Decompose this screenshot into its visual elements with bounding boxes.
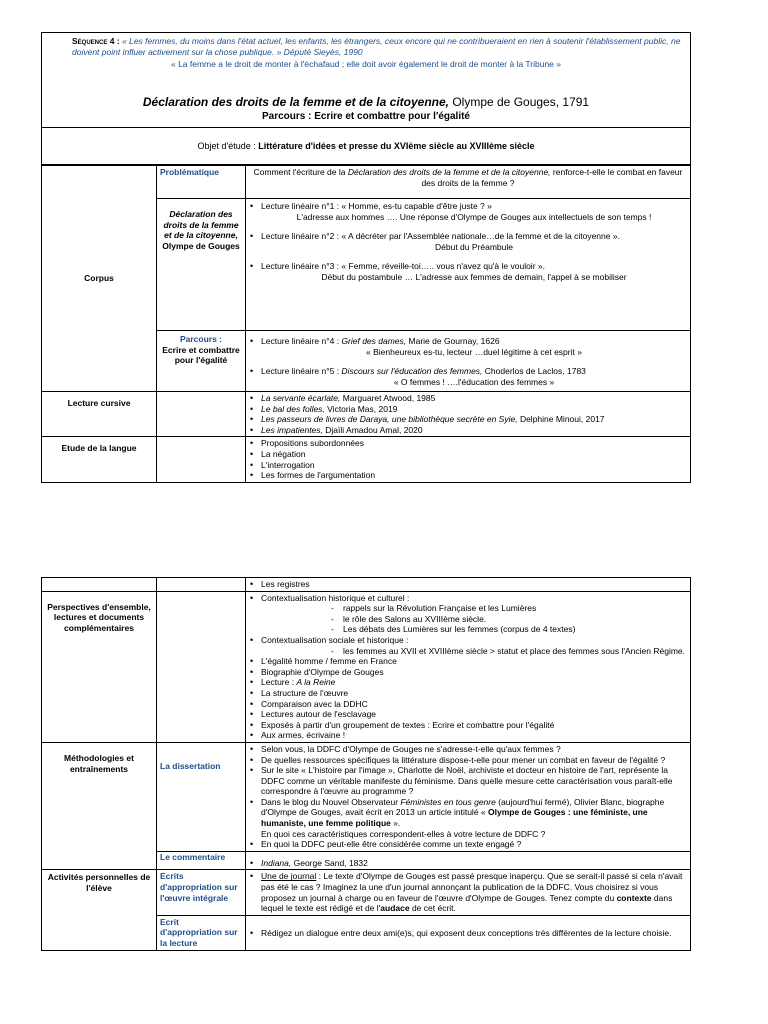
title-rest: Olympe de Gouges, 1791: [449, 95, 590, 109]
perspective-lecture-label: Lecture :: [261, 677, 297, 688]
perspectives-table: [41, 577, 691, 951]
langue-empty: [157, 437, 246, 482]
langue-item: • Propositions subordonnées: [261, 438, 687, 449]
row-cursive: [42, 392, 691, 437]
cursive-item-3-title: Les passeurs de livres de Daraya, une bibliothèque secrète en Syie,: [261, 414, 518, 425]
cursive-list: [246, 392, 691, 437]
lecture-5: [261, 366, 687, 387]
perspective-item: • Comparaison avec la DDHC: [261, 699, 687, 710]
cursive-item-4-title: Les impatientes,: [261, 424, 323, 435]
sequence-header: Séquence 4 : « Les femmes, du moins dans l'état actuel, les enfants, les étrangers, ceux encore qui ne contribueraient en rien à soutenir l'établissement public, ne doivent point influer activement sur la chose publique. » Député Sieyès, 1990 « La femme a le droit de monter à l'échafaud ; elle doit avoir également le droit de monter à la Tribune » Déclaration des droits de la femme et de la citoyenne, Olympe de Gouges, 1791 Parcours : Ecrire et combattre pour l'égalité: [41, 32, 691, 128]
perspective-item: • Biographie d'Olympe de Gouges: [261, 667, 687, 678]
lecture-4-italic: Grief des dames,: [341, 336, 407, 346]
lecture-4-post: Marie de Gournay, 1626: [406, 336, 500, 346]
lecture-2: [261, 231, 687, 252]
perspectives-empty: [157, 591, 246, 742]
ecrits-item: [261, 871, 687, 913]
objet-etude: [41, 128, 691, 165]
diss-item: • Selon vous, la DDFC d'Olympe de Gouges ne s'adresse-t-elle qu'aux femmes ?: [261, 744, 687, 755]
ecrits-bold-2: audace: [380, 903, 410, 914]
perspective-item: • Exposés à partir d'un groupement de textes : Ecrire et combattre pour l'égalité: [261, 720, 687, 731]
oeuvre-label: Déclaration des droits de la femme et de la citoyenne,: [163, 209, 239, 241]
lecture-4: [261, 336, 687, 357]
diss-item: • Sur le site « L'histoire par l'image », Charlotte de Noël, archiviste et docteur en histoire de l'art, représente la DDFC comme un véritable manifeste du féminisme. Dans quelle mesure cette caractérisation vous paraît-elle correspondre à l'œuvre au programme ?: [261, 765, 687, 797]
perspective-lecture: [261, 677, 687, 688]
lectures-cell: [246, 199, 691, 331]
problematique-text: [246, 166, 691, 199]
ecrits-body: : Le texte d'Olympe de Gouges est passé presque inaperçu. Que se serait-il passé si cela n'avait pas été le cas ? Imaginez la une d'un journal annonçant la publication de la DDFC. Vous choisirez si vous proposez un journal à charge ou en faveur de l'œuvre d'Olympe de Gouges. Tenez compte du: [261, 871, 683, 903]
problematique-italic: Déclaration des droits de la femme et de la citoyenne,: [347, 167, 551, 177]
cursive-item-1-title: La servante écarlate,: [261, 393, 341, 403]
diss4-post: ».: [390, 818, 401, 829]
cursive-item-1-rest: Marguaret Atwood, 1985: [340, 393, 436, 403]
sequence-label: Séquence 4: [72, 36, 115, 46]
problematique-post: renforce-t-elle le combat en faveur des droits de la femme ?: [421, 167, 683, 188]
oeuvre-cell: [157, 199, 246, 331]
lecture-1-line2: L'adresse aux hommes …. Une réponse d'Olympe de Gouges aux intellectuels de son temps !: [296, 211, 652, 222]
ctx-soc: [261, 635, 687, 656]
title-italic: Déclaration des droits de la femme et de la citoyenne,: [142, 95, 449, 109]
methodo-label: Méthodologies et entraînements: [42, 742, 157, 870]
cursive-item-2-title: Le bal des folles,: [261, 403, 325, 414]
commentaire-title: Indiana,: [261, 857, 292, 868]
corpus-label: Corpus: [42, 166, 157, 392]
cursive-item: [261, 425, 687, 436]
perspective-item: • Lectures autour de l'esclavage: [261, 709, 687, 720]
diss4-line2: En quoi ces caractéristiques correspondent-elles à votre lecture de DDFC ?: [261, 828, 546, 839]
registres-empty-2: [157, 578, 246, 592]
cursive-item-2-rest: Victoria Mas, 2019: [324, 403, 398, 414]
row-activites: [42, 870, 691, 915]
ctx-hist-item: - Les débats des Lumières sur les femmes (corpus de 4 textes): [261, 624, 687, 635]
parcours-label: Parcours :: [179, 334, 223, 344]
lecture-3-line2: Début du postambule … L'adresse aux femmes de demain, l'appel à se mobiliser: [321, 271, 627, 282]
parcours-subtitle: Parcours : Ecrire et combattre pour l'égalité: [262, 111, 470, 122]
ctx-hist-item: - rappels sur la Révolution Française et les Lumières: [261, 603, 687, 614]
lecture-3-line1: Lecture linéaire n°3 : « Femme, réveille-toi….. vous n'avez qu'à le vouloir ».: [261, 261, 545, 272]
row-registres: [42, 578, 691, 592]
diss4-mid: (aujourd'hui fermé), Olivier Blanc, biographe d'Olympe de Gouges, avait écrit en 2013 un article intitulé «: [261, 796, 665, 818]
dissertation-label: La dissertation: [157, 742, 246, 851]
perspective-item: • L'égalité homme / femme en France: [261, 656, 687, 667]
quote-sieyes: « Les femmes, du moins dans l'état actuel, les enfants, les étrangers, ceux encore qui ne contribueraient en rien à soutenir l'établissement public, ne doivent point influer activement sur la chose publique. » Député Sieyès, 1990: [72, 36, 681, 57]
ecrits-end: de cet écrit.: [409, 903, 456, 914]
objet-label: Objet d'étude :: [197, 141, 259, 151]
lecture-5-pre: Lecture linéaire n°5 :: [261, 366, 342, 377]
commentaire-item: [261, 858, 687, 869]
perspective-item: • Aux armes, écrivaine !: [261, 730, 687, 741]
page-2: [41, 577, 691, 951]
cursive-item: [261, 393, 687, 404]
diss-item: • En quoi la DDFC peut-elle être considérée comme un texte engagé ?: [261, 839, 687, 850]
langue-item: • La négation: [261, 449, 687, 460]
ctx-soc-label: Contextualisation sociale et historique :: [261, 634, 409, 645]
objet-value: Littérature d'idées et presse du XVIème siècle au XVIIIème siècle: [258, 141, 535, 151]
parcours-title: Ecrire et combattre pour l'égalité: [162, 344, 240, 366]
lecture-5-italic: Discours sur l'éducation des femmes,: [341, 366, 483, 377]
diss4-bold: Olympe de Gouges : une féministe, une humaniste, une femme politique: [261, 807, 648, 829]
registres-empty-1: [42, 578, 157, 592]
commentaire-rest: George Sand, 1832: [291, 857, 368, 868]
cursive-item: [261, 414, 687, 425]
lecture-4-line2: « Bienheureux es-tu, lecteur …duel légitime à cet esprit »: [366, 346, 582, 357]
ctx-hist-item: - le rôle des Salons au XVIIIème siècle.: [261, 614, 687, 625]
registres-cell: [246, 578, 691, 592]
diss-item: • De quelles ressources spécifiques la littérature dispose-t-elle pour mener un combat en faveur de l'égalité ?: [261, 755, 687, 766]
ecrit2-label: Ecrit d'appropriation sur la lecture: [157, 915, 246, 950]
lecture-2-line1: Lecture linéaire n°2 : « A décréter par l'Assemblée nationale…de la femme et de la citoyenne ».: [261, 231, 620, 242]
dissertation-list: [246, 742, 691, 851]
activites-label: Activités personnelles de l'élève: [42, 870, 157, 950]
perspectives-list: [246, 591, 691, 742]
ecrits-bold-1: contexte: [616, 892, 652, 903]
row-methodo: [42, 742, 691, 851]
cursive-label: Lecture cursive: [42, 392, 157, 437]
row-langue: [42, 437, 691, 482]
lecture-5-post: Choderlos de Laclos, 1783: [482, 366, 586, 377]
registres-item: • Les registres: [261, 579, 687, 590]
perspectives-label: Perspectives d'ensemble, lectures et documents complémentaires: [42, 591, 157, 742]
cursive-item-3-rest: Delphine Minoui, 2017: [517, 414, 605, 425]
commentaire-list: [246, 851, 691, 870]
langue-label: Etude de la langue: [42, 437, 157, 482]
ctx-hist: [261, 593, 687, 635]
parcours-cell: [157, 331, 246, 392]
ctx-soc-item: - les femmes au XVII et XVIIIème siècle > statut et place des femmes sous l'Ancien Régime.: [261, 646, 687, 657]
problematique-label: Problématique: [157, 166, 246, 199]
ecrit2-text: [246, 915, 691, 950]
ctx-hist-label: Contextualisation historique et culturel :: [261, 592, 410, 603]
ecrits-label: Ecrits d'appropriation sur l'œuvre intégrale: [157, 870, 246, 915]
perspective-item: • La structure de l'œuvre: [261, 688, 687, 699]
corpus-table: [41, 165, 691, 483]
problematique-pre: Comment l'écriture de la: [253, 167, 348, 177]
lecture-1: [261, 201, 687, 222]
lecture-5-line2: « O femmes ! ….l'éducation des femmes »: [393, 376, 555, 387]
quote-tribune: « La femme a le droit de monter à l'échafaud ; elle doit avoir également le droit de monter à la Tribune »: [170, 59, 561, 69]
cursive-item: [261, 404, 687, 415]
ecrits-mid: dans lequel le texte est rédigé et de l': [261, 892, 673, 914]
lecture-3: [261, 261, 687, 282]
lecture-2-line2: Début du Préambule: [435, 241, 513, 252]
langue-item: • L'interrogation: [261, 460, 687, 471]
langue-list: [246, 437, 691, 482]
oeuvre-author: Olympe de Gouges: [162, 240, 240, 251]
diss4-pre: Dans le blog du Nouvel Observateur: [261, 796, 401, 807]
page-1: [41, 32, 691, 483]
diss-item-4: [261, 797, 687, 839]
cursive-empty: [157, 392, 246, 437]
cursive-item-4-rest: Djaïli Amadou Amal, 2020: [322, 424, 423, 435]
page-title: [42, 95, 690, 109]
ecrits-underline: Une de journal: [261, 871, 317, 882]
lecture-4-pre: Lecture linéaire n°4 :: [261, 336, 342, 346]
ecrits-text: [246, 870, 691, 915]
ecrit2-item: • Rédigez un dialogue entre deux ami(e)s, qui exposent deux conceptions très différentes de la lecture choisie.: [261, 928, 687, 939]
row-perspectives: [42, 591, 691, 742]
lecture-1-line1: Lecture linéaire n°1 : « Homme, es-tu capable d'être juste ? »: [261, 201, 492, 211]
parcours-lectures: [246, 331, 691, 392]
row-problematique: [42, 166, 691, 199]
commentaire-label: Le commentaire: [157, 851, 246, 870]
diss4-italic: Féministes en tous genre: [400, 796, 496, 807]
langue-item: • Les formes de l'argumentation: [261, 470, 687, 481]
perspective-lecture-title: A la Reine: [296, 677, 336, 688]
